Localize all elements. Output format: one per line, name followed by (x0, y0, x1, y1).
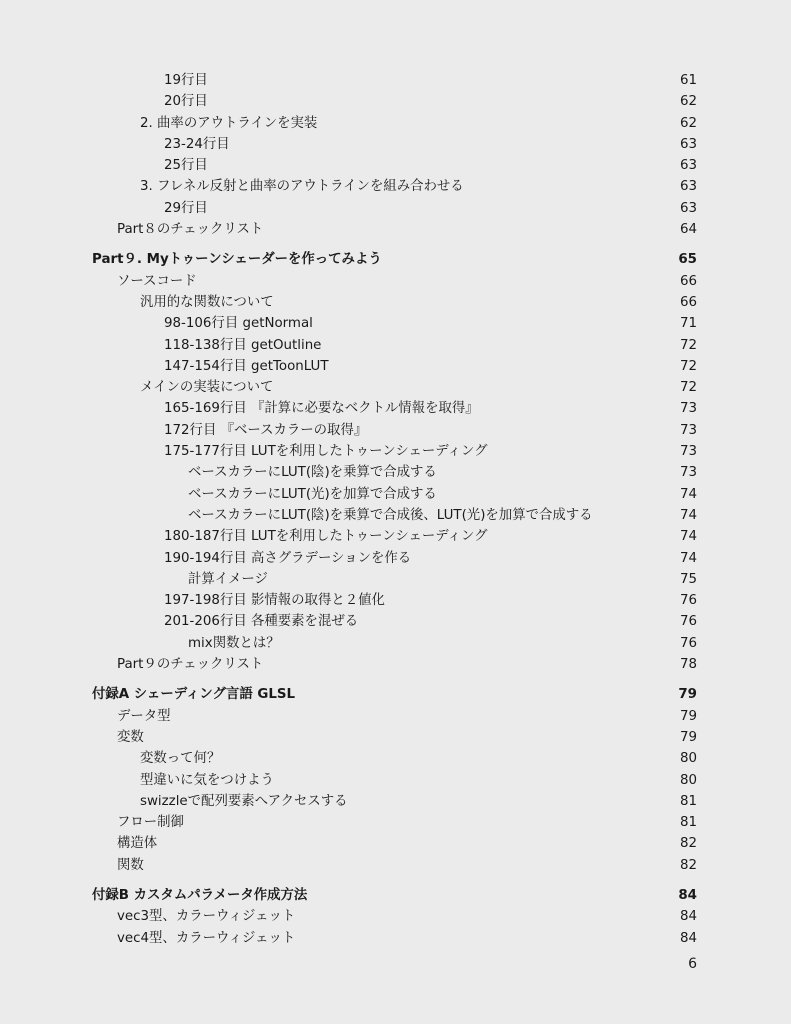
toc-entry-title: 165-169行目 『計算に必要なベクトル情報を取得』 (164, 401, 479, 417)
toc-entry-title: ベースカラーにLUT(陰)を乗算で合成する (188, 465, 437, 481)
toc-entry[interactable] (0, 398, 791, 419)
toc-entry-title: 付録A シェーディング言語 GLSL (92, 687, 296, 703)
toc-entry-page: 66 (679, 273, 697, 289)
toc-entry-page: 63 (679, 136, 697, 152)
toc-entry[interactable] (0, 569, 791, 590)
toc-entry-title: vec4型、カラーウィジェット (117, 930, 296, 946)
toc-entry-page: 64 (679, 222, 697, 238)
toc-entry-page: 61 (679, 73, 697, 88)
toc-entry-page: 73 (679, 401, 697, 417)
toc-entry-page: 81 (679, 815, 697, 831)
toc-entry-page: 72 (679, 358, 697, 374)
toc-entry-title: 20行目 (164, 94, 208, 110)
toc-entry-page: 76 (679, 635, 697, 651)
toc-entry-title: 180-187行目 LUTを利用したトゥーンシェーディング (164, 529, 488, 545)
toc-entry-page: 82 (679, 836, 697, 852)
toc-entry-title: 変数って何？ (140, 751, 221, 767)
toc-entry-title: 25行目 (164, 158, 208, 174)
toc-entry-page: 76 (679, 614, 697, 630)
toc-entry-title: 計算イメージ (188, 571, 268, 587)
toc-entry[interactable] (0, 70, 791, 91)
toc-entry-title: 118-138行目 getOutline (164, 337, 322, 353)
toc-entry[interactable] (0, 134, 791, 155)
page-number: 6 (688, 956, 697, 972)
toc-entry[interactable] (0, 377, 791, 398)
toc-entry-title: 3. フレネル反射と曲率のアウトラインを組み合わせる (140, 179, 464, 195)
toc-entry-page: 65 (678, 252, 697, 268)
toc-entry[interactable] (0, 484, 791, 505)
toc-entry[interactable] (0, 505, 791, 526)
toc-entry[interactable] (0, 791, 791, 812)
toc-entry-title: ベースカラーにLUT(陰)を乗算で合成後、LUT(光)を加算で合成する (188, 507, 593, 523)
toc-entry-title: mix関数とは？ (188, 635, 280, 651)
toc-entry[interactable] (0, 526, 791, 547)
toc-entry[interactable] (0, 855, 791, 876)
toc-entry-title: swizzleで配列要素へアクセスする (140, 793, 348, 809)
toc-entry-title: 98-106行目 getNormal (164, 316, 313, 332)
toc-entry-page: 73 (679, 422, 697, 438)
toc-entry-page: 73 (679, 465, 697, 481)
toc-entry-title: Part８のチェックリスト (117, 222, 264, 238)
toc-entry[interactable] (0, 335, 791, 356)
toc-entry-title: 関数 (117, 857, 144, 873)
toc-entry[interactable] (0, 113, 791, 134)
toc-entry[interactable] (0, 770, 791, 791)
toc-entry-title: 172行目 『ベースカラーの取得』 (164, 422, 368, 438)
toc-entry-page: 84 (679, 909, 697, 925)
toc-entry[interactable] (0, 727, 791, 748)
toc-entry-title: 190-194行目 高さグラデーションを作る (164, 550, 412, 566)
toc-entry[interactable] (0, 155, 791, 176)
toc-entry-page: 66 (679, 294, 697, 310)
toc-entry-title: 19行目 (164, 73, 208, 88)
toc-entry[interactable] (0, 833, 791, 854)
toc-entry-page: 75 (679, 571, 697, 587)
toc-entry-page: 74 (679, 529, 697, 545)
toc-entry[interactable] (0, 198, 791, 219)
toc-entry[interactable] (0, 706, 791, 727)
toc-entry[interactable] (0, 271, 791, 292)
toc-entry-title: 197-198行目 影情報の取得と２値化 (164, 593, 385, 609)
toc-entry-title: ベースカラーにLUT(光)を加算で合成する (188, 486, 437, 502)
toc-entry[interactable] (0, 684, 791, 705)
toc-entry-page: 78 (679, 657, 697, 673)
toc-entry-page: 84 (678, 887, 697, 903)
toc-entry[interactable] (0, 462, 791, 483)
toc-entry[interactable] (0, 219, 791, 240)
toc-entry-page: 63 (679, 200, 697, 216)
toc-entry-page: 63 (679, 179, 697, 195)
toc-entry-title: 構造体 (117, 836, 158, 852)
toc-entry-title: 付録B カスタムパラメータ作成方法 (92, 887, 308, 903)
toc-entry[interactable] (0, 590, 791, 611)
toc-entry-title: データ型 (117, 708, 171, 724)
toc-entry-title: Part９のチェックリスト (117, 657, 264, 673)
toc-entry-title: 2. 曲率のアウトラインを実装 (140, 115, 318, 131)
toc-entry-title: 23-24行目 (164, 136, 230, 152)
toc-entry[interactable] (0, 885, 791, 906)
toc-entry-page: 74 (679, 486, 697, 502)
toc-entry[interactable] (0, 176, 791, 197)
toc-entry-title: ソースコード (117, 273, 197, 289)
toc-entry-title: 型違いに気をつけよう (140, 772, 274, 788)
toc-entry-page: 84 (679, 930, 697, 946)
toc-entry-page: 63 (679, 158, 697, 174)
toc-entry-page: 76 (679, 593, 697, 609)
toc-entry-title: 29行目 (164, 200, 208, 216)
toc-entry-page: 74 (679, 550, 697, 566)
toc-entry[interactable] (0, 356, 791, 377)
toc-entry-page: 73 (679, 444, 697, 460)
toc-entry[interactable] (0, 313, 791, 334)
toc-entry[interactable] (0, 420, 791, 441)
toc-entry[interactable] (0, 654, 791, 675)
toc-entry-page: 79 (679, 729, 697, 745)
toc-entry[interactable] (0, 633, 791, 654)
toc-entry-page: 74 (679, 507, 697, 523)
toc-entry-page: 62 (679, 115, 697, 131)
toc-entry[interactable] (0, 611, 791, 632)
toc-entry[interactable] (0, 748, 791, 769)
toc-entry-page: 79 (678, 687, 697, 703)
toc-entry-page: 80 (679, 751, 697, 767)
table-of-contents (0, 70, 791, 949)
toc-entry-page: 71 (679, 316, 697, 332)
toc-entry-title: Part９. Myトゥーンシェーダーを作ってみよう (92, 252, 382, 268)
toc-entry-title: 汎用的な関数について (140, 294, 274, 310)
toc-entry-page: 72 (679, 337, 697, 353)
toc-entry[interactable] (0, 91, 791, 112)
toc-entry-page: 80 (679, 772, 697, 788)
toc-entry-title: vec3型、カラーウィジェット (117, 909, 296, 925)
toc-entry-page: 62 (679, 94, 697, 110)
toc-entry-title: メインの実装について (140, 380, 274, 396)
toc-entry-title: 変数 (117, 729, 144, 745)
toc-entry-page: 72 (679, 380, 697, 396)
toc-entry[interactable] (0, 928, 791, 949)
toc-entry-title: 175-177行目 LUTを利用したトゥーンシェーディング (164, 444, 488, 460)
toc-entry-title: 201-206行目 各種要素を混ぜる (164, 614, 359, 630)
toc-entry[interactable] (0, 812, 791, 833)
toc-entry[interactable] (0, 548, 791, 569)
toc-entry-page: 82 (679, 857, 697, 873)
toc-entry-page: 79 (679, 708, 697, 724)
toc-entry[interactable] (0, 292, 791, 313)
toc-entry-title: フロー制御 (117, 815, 184, 831)
toc-entry[interactable] (0, 249, 791, 270)
toc-entry-page: 81 (679, 793, 697, 809)
toc-entry-title: 147-154行目 getToonLUT (164, 358, 329, 374)
toc-entry[interactable] (0, 441, 791, 462)
toc-entry[interactable] (0, 906, 791, 927)
